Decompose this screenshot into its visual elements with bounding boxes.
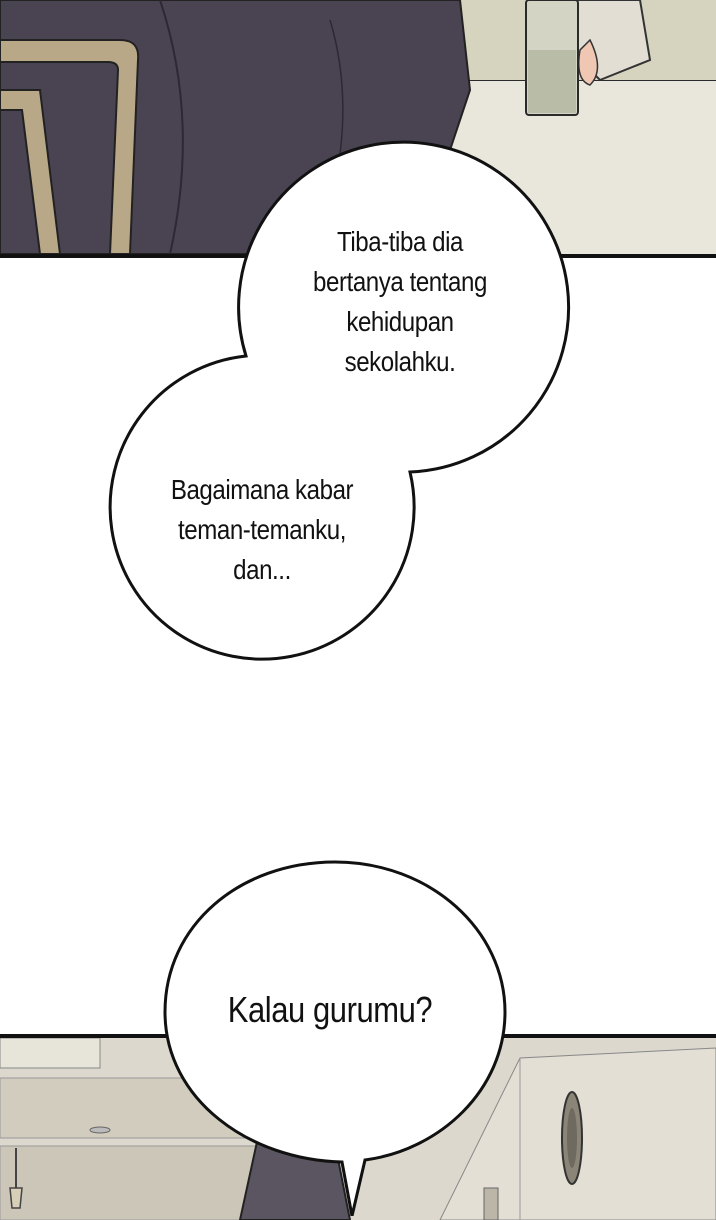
bubble-text-friends bbox=[166, 470, 359, 590]
bubble-line: teman-temanku, bbox=[178, 514, 346, 545]
bubble-line: dan... bbox=[233, 554, 291, 585]
bubble-line: bertanya tentang bbox=[313, 266, 487, 297]
speech-bubble-bottom bbox=[165, 862, 505, 1216]
bubble-text-teacher bbox=[223, 988, 438, 1032]
bubble-line: Tiba-tiba dia bbox=[336, 226, 464, 257]
bubble-line: Bagaimana kabar bbox=[170, 474, 354, 505]
bubble-line: Kalau gurumu? bbox=[227, 989, 433, 1030]
bubble-line: kehidupan bbox=[346, 306, 454, 337]
bubble-text-question-school bbox=[305, 222, 494, 382]
bubble-line: sekolahku. bbox=[344, 346, 456, 377]
